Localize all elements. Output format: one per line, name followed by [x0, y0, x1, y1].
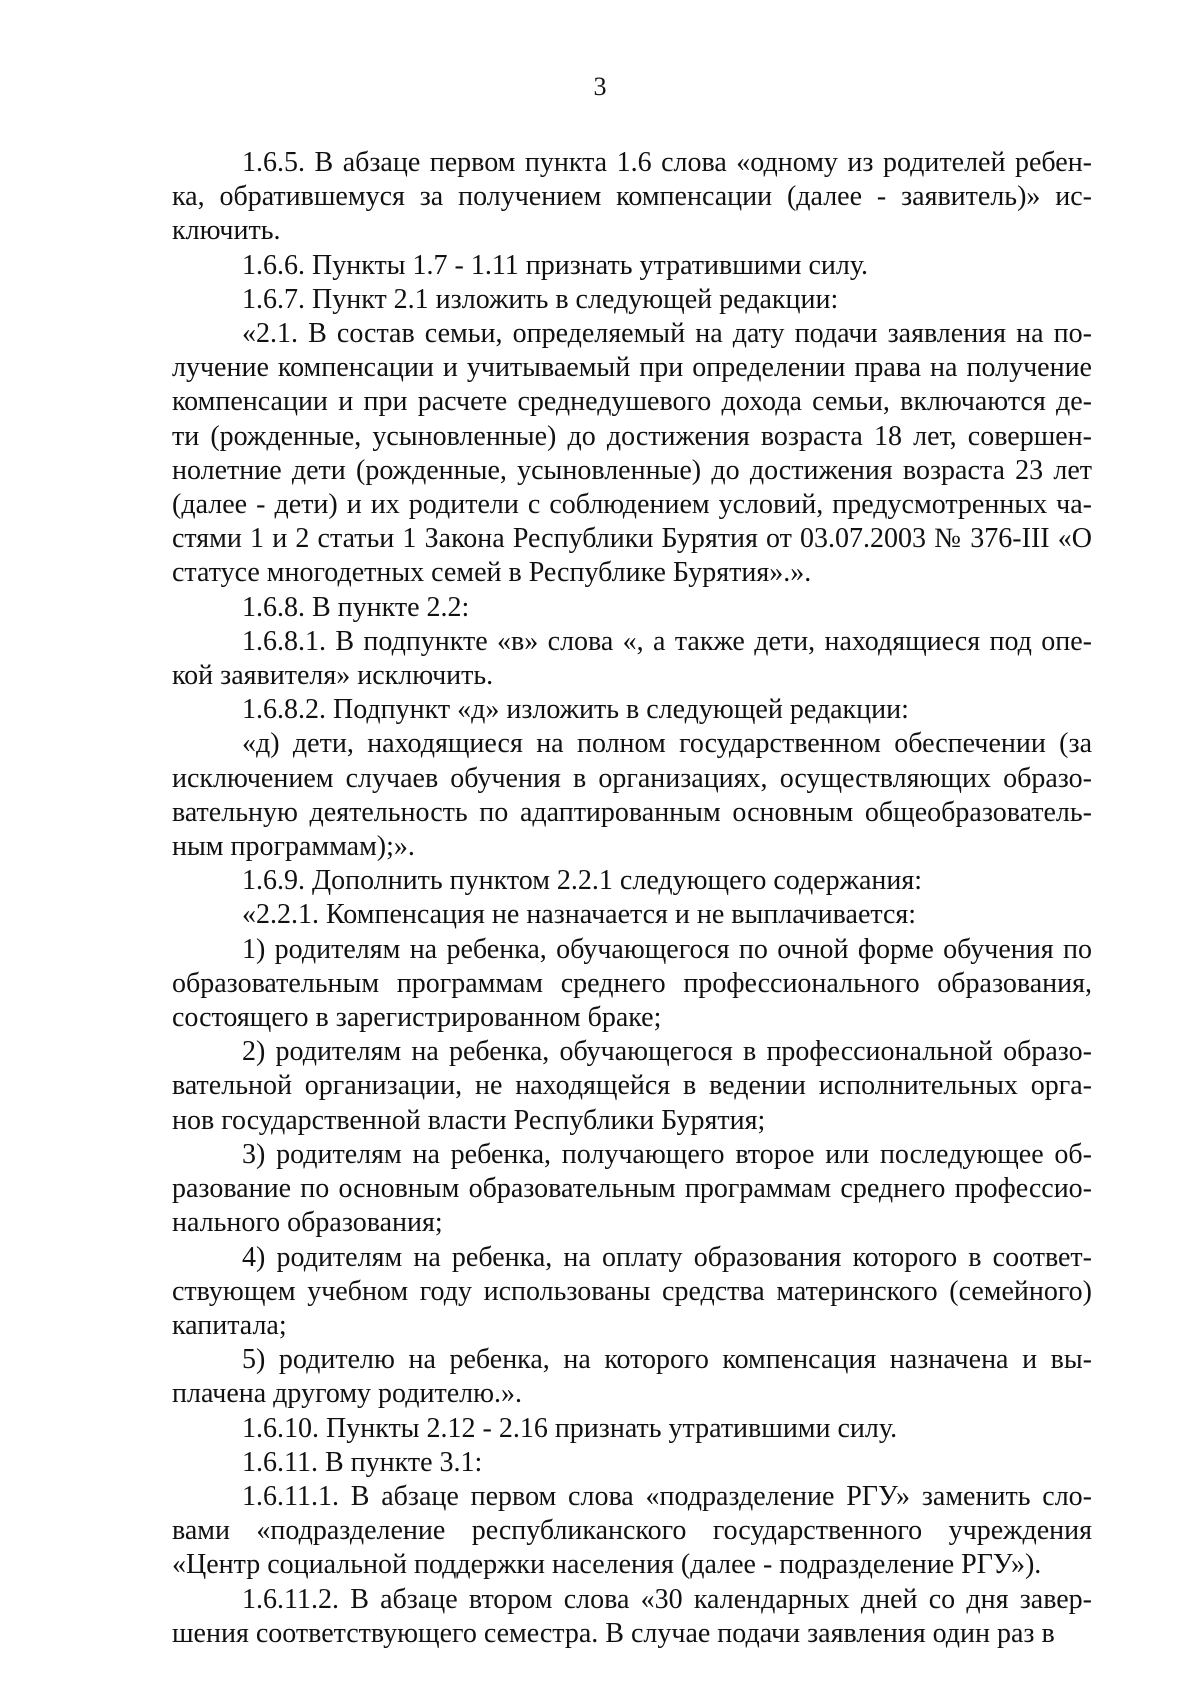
paragraph-subitem-d: «д) дети, находящиеся на полном государственном обеспечении (за исключением случаев обучения в организациях, осуществляющих образо-вательную деятельность по адаптированным основным общеобразователь-ным программам);». — [172, 728, 1092, 863]
paragraph-1-6-8: 1.6.8. В пункте 2.2: — [242, 591, 470, 623]
list-item-5: 5) родителю на ребенка, на которого компенсация назначена и вы-плачена другому родителю.». — [172, 1344, 1092, 1410]
list-item-3: 3) родителям на ребенка, получающего второе или последующее об-разование по основным образовательным программам среднего профессио-нального образования; — [172, 1138, 1092, 1239]
paragraph-2-2-1: «2.2.1. Компенсация не назначается и не выплачивается: — [242, 899, 917, 931]
paragraph-1-6-5: 1.6.5. В абзаце первом пункта 1.6 слова «одному из родителей ребен-ка, обратившемуся за получением компенсации (далее - заявитель)» ис-ключить. — [172, 147, 1092, 247]
list-item-2: 2) родителям на ребенка, обучающегося в профессиональной образо-вательной организации, не находящейся в ведении исполнительных орга-нов государственной власти Республики Бурятия; — [172, 1036, 1092, 1136]
page-number: 3 — [593, 72, 607, 101]
paragraph-1-6-6: 1.6.6. Пункты 1.7 - 1.11 признать утратившими силу. — [242, 249, 869, 281]
paragraph-1-6-9: 1.6.9. Дополнить пунктом 2.2.1 следующего содержания: — [242, 865, 923, 897]
paragraph-1-6-11-2: 1.6.11.2. В абзаце втором слова «30 календарных дней со дня завер-шения соответствующего семестра. В случае подачи заявления один раз в — [172, 1583, 1092, 1649]
list-item-1: 1) родителям на ребенка, обучающегося по очной форме обучения по образовательным программам среднего профессионального образования, состоящего в зарегистрированном браке; — [172, 933, 1092, 1034]
paragraph-2-1-text: «2.1. В состав семьи, определяемый на дату подачи заявления на по-лучение компенсации и учитываемый при определении права на получение компенсации и при расчете среднедушевого дохода семьи, включаются де-ти (рожденные, усыновленные) до достижения возраста 18 лет, совершен-нолетние дети (рожденные, усыновленные) до достижения возраста 23 лет (далее - дети) и их родители с соблюдением условий, предусмотренных ча-стями 1 и 2 статьи 1 Закона Республики Бурятия от 03.07.2003 № 376-III «О статусе многодетных семей в Республике Бурятия».». — [172, 318, 1092, 589]
paragraph-1-6-10: 1.6.10. Пункты 2.12 - 2.16 признать утратившими силу. — [242, 1412, 898, 1444]
paragraph-1-6-8-1: 1.6.8.1. В подпункте «в» слова «, а также дети, находящиеся под опе-кой заявителя» исключить. — [172, 625, 1092, 692]
paragraph-1-6-11: 1.6.11. В пункте 3.1: — [242, 1446, 483, 1478]
list-item-4: 4) родителям на ребенка, на оплату образования которого в соответ-ствующем учебном году использованы средства материнского (семейного) капитала; — [172, 1241, 1092, 1341]
document-body — [172, 146, 1092, 1651]
paragraph-1-6-8-2: 1.6.8.2. Подпункт «д» изложить в следующей редакции: — [242, 694, 909, 726]
paragraph-1-6-11-1: 1.6.11.1. В абзаце первом слова «подразделение РГУ» заменить сло-вами «подразделение республиканского государственного учреждения «Центр социальной поддержки населения (далее - подразделение РГУ»). — [172, 1480, 1092, 1581]
paragraph-1-6-7: 1.6.7. Пункт 2.1 изложить в следующей редакции: — [242, 283, 839, 315]
